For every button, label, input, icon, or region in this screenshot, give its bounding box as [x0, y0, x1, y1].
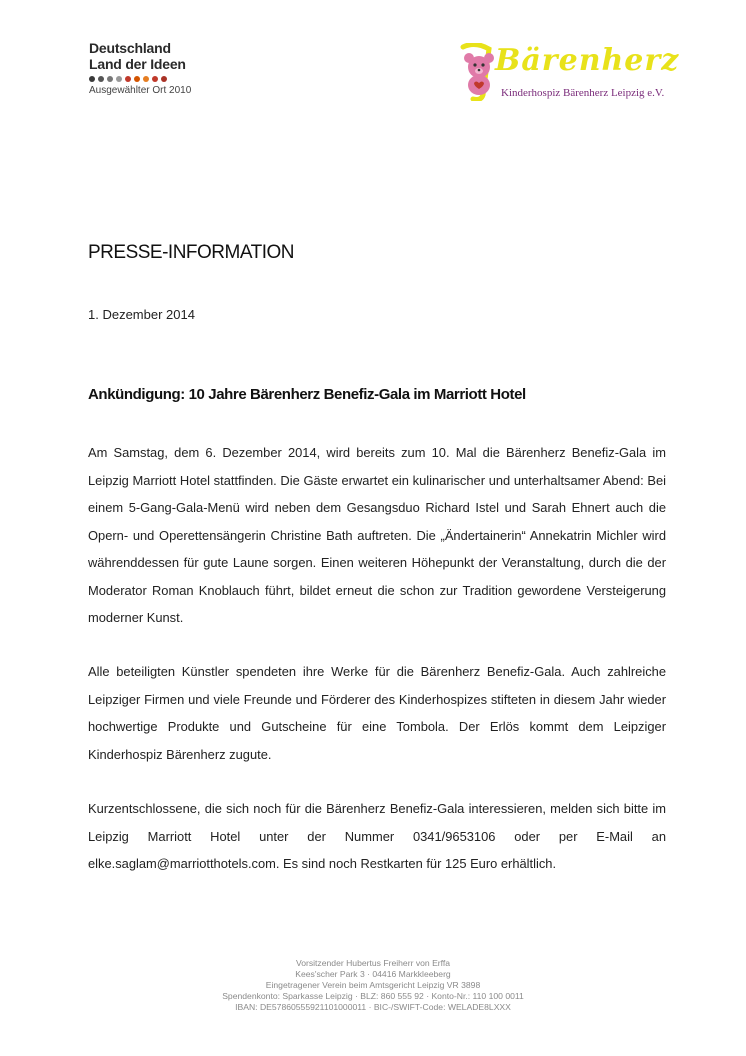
page-title: PRESSE-INFORMATION: [88, 242, 294, 263]
logo-dot: [98, 76, 104, 82]
logo-dot: [161, 76, 167, 82]
logo-dot: [143, 76, 149, 82]
footer-line: IBAN: DE57860555921101000011 · BIC-/SWIFT-Code: WELADE8LXXX: [235, 1002, 511, 1012]
logo-dot: [125, 76, 131, 82]
paragraph-1: Am Samstag, dem 6. Dezember 2014, wird bereits zum 10. Mal die Bärenherz Benefiz-Gala im Leipzig Marriott Hotel stattfinden. Die Gäste erwartet ein kulinarischer und unterhaltsamer Abend: Bei einem 5-Gang-Gala-Menü wird neben dem Gesangsduo Richard Istel und Sarah Ehnert auch die Opern- und Operettensängerin Christine Bath auftreten. Die „Ändertainerin“ Annekatrin Michler wird währenddessen für gute Laune sorgen. Einen weiteren Höhepunkt der Veranstaltung, durch die der Moderator Roman Knoblauch führt, bildet erneut die schon zur Tradition gewordene Versteigerung moderner Kunst.: [88, 445, 666, 625]
logo-dot: [89, 76, 95, 82]
logo-line-2: Land der Ideen: [89, 56, 186, 72]
footer: [0, 958, 746, 1013]
deutschland-land-der-ideen-logo: [89, 40, 229, 96]
logo-dot: [107, 76, 113, 82]
footer-line: Spendenkonto: Sparkasse Leipzig · BLZ: 860 555 92 · Konto-Nr.: 110 100 0011: [222, 991, 524, 1001]
logo-subtitle: Kinderhospiz Bärenherz Leipzig e.V.: [501, 87, 665, 99]
document-date: 1. Dezember 2014: [88, 307, 195, 322]
logo-dot: [152, 76, 158, 82]
logo-dots: [89, 75, 229, 83]
logo-wordmark: Bärenherz: [495, 43, 680, 78]
paragraph-3: Kurzentschlossene, die sich noch für die Bärenherz Benefiz-Gala interessieren, melden sich bitte im Leipzig Marriott Hotel unter der Nummer 0341/9653106 oder per E-Mail an elke.saglam@marriotthotels.com. Es sind noch Restkarten für 125 Euro erhältlich.: [88, 801, 666, 871]
logo-subtitle: Ausgewählter Ort 2010: [89, 85, 192, 96]
footer-line: Eingetragener Verein beim Amtsgericht Leipzig VR 3898: [265, 980, 481, 990]
logo-dot: [116, 76, 122, 82]
paragraph-2: Alle beteiligten Künstler spendeten ihre Werke für die Bärenherz Benefiz-Gala. Auch zahlreiche Leipziger Firmen und viele Freunde und Förderer des Kinderhospizes stifteten in diesem Jahr wieder hochwertige Produkte und Gutscheine für eine Tombola. Der Erlös kommt dem Leipziger Kinderhospiz Bärenherz zugute.: [88, 664, 666, 762]
baerenherz-logo: [455, 33, 680, 103]
logo-dot: [134, 76, 140, 82]
footer-line: Vorsitzender Hubertus Freiherr von Erffa: [295, 958, 451, 968]
logo-line-1: Deutschland: [89, 40, 171, 56]
article-title: Ankündigung: 10 Jahre Bärenherz Benefiz-Gala im Marriott Hotel: [88, 386, 526, 403]
footer-line: Kees'scher Park 3 · 04416 Markkleeberg: [295, 969, 451, 979]
